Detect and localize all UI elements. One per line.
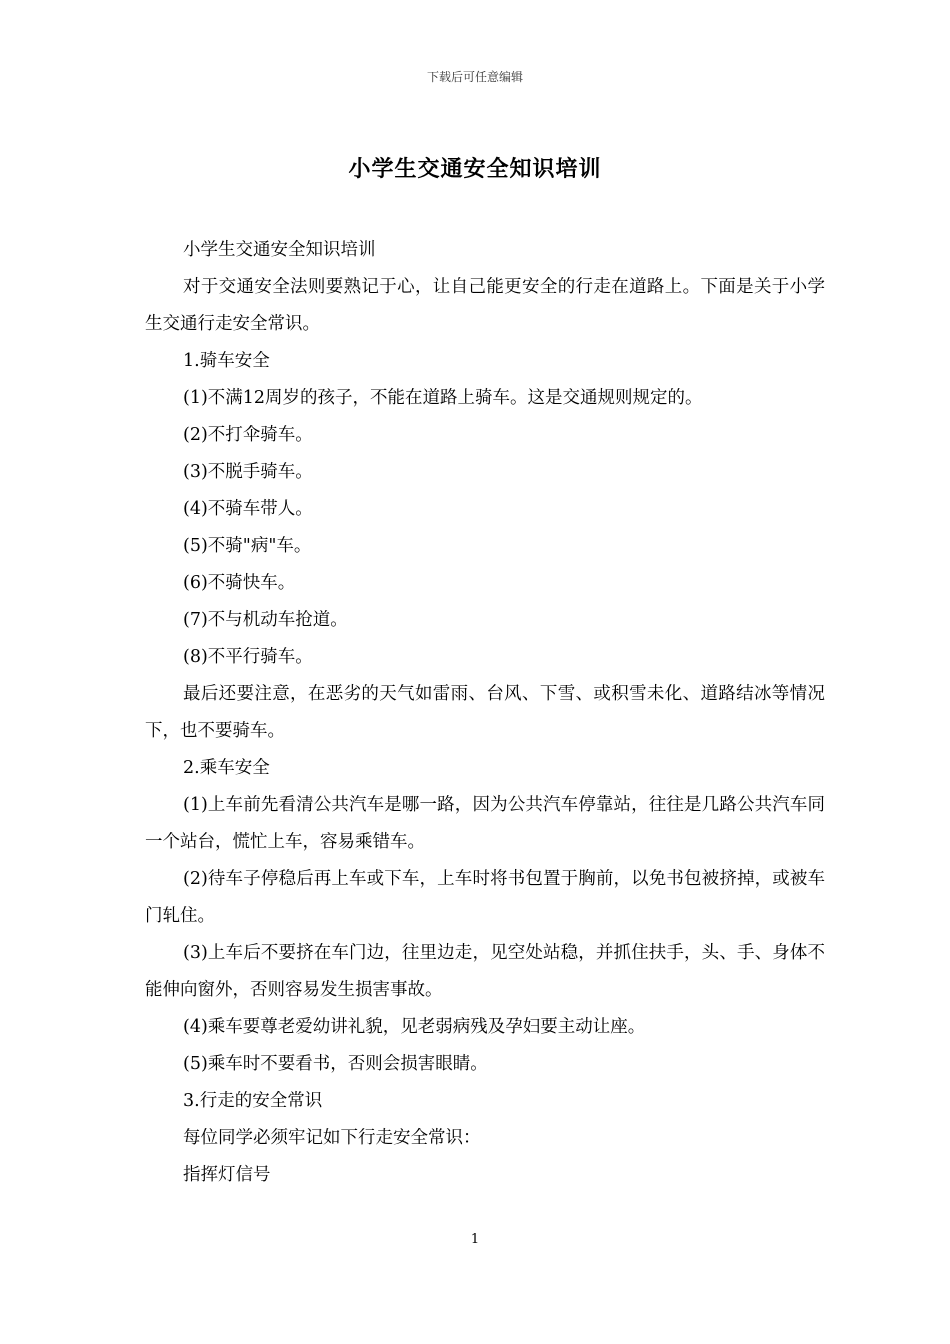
list-item: (1)不满12周岁的孩子，不能在道路上骑车。这是交通规则规定的。 — [183, 388, 703, 408]
paragraph: 最后还要注意，在恶劣的天气如雷雨、台风、下雪、或积雪未化、道路结冰等情况下，也不要骑车。 — [145, 684, 825, 741]
header-note: 下载后可任意编辑 — [426, 70, 523, 84]
document-title: 小学生交通安全知识培训 — [348, 156, 602, 182]
list-item: (3)不脱手骑车。 — [183, 462, 313, 482]
section-heading: 3.行走的安全常识 — [183, 1091, 323, 1111]
list-item: (5)不骑"病"车。 — [183, 536, 312, 556]
list-item: (7)不与机动车抢道。 — [183, 610, 348, 630]
paragraph: 每位同学必须牢记如下行走安全常识： — [183, 1128, 481, 1148]
list-item: (2)待车子停稳后再上车或下车，上车时将书包置于胸前，以免书包被挤掉，或被车门轧住。 — [145, 869, 825, 926]
list-item: (3)上车后不要挤在车门边，往里边走，见空处站稳，并抓住扶手，头、手、身体不能伸向窗外，否则容易发生损害事故。 — [145, 943, 825, 1000]
document-body — [145, 232, 825, 1194]
paragraph: 指挥灯信号 — [183, 1165, 271, 1185]
list-item: (5)乘车时不要看书，否则会损害眼睛。 — [183, 1054, 488, 1074]
section-heading: 2.乘车安全 — [183, 758, 270, 778]
paragraph: 小学生交通安全知识培训 — [183, 240, 376, 260]
list-item: (4)不骑车带人。 — [183, 499, 313, 519]
list-item: (1)上车前先看清公共汽车是哪一路，因为公共汽车停靠站，往往是几路公共汽车同一个站台，慌忙上车，容易乘错车。 — [145, 795, 825, 852]
paragraph: 对于交通安全法则要熟记于心，让自己能更安全的行走在道路上。下面是关于小学生交通行走安全常识。 — [145, 277, 825, 334]
list-item: (8)不平行骑车。 — [183, 647, 313, 667]
page-number: 1 — [470, 1232, 480, 1247]
list-item: (4)乘车要尊老爱幼讲礼貌，见老弱病残及孕妇要主动让座。 — [183, 1017, 646, 1037]
section-heading: 1.骑车安全 — [183, 351, 270, 371]
list-item: (2)不打伞骑车。 — [183, 425, 313, 445]
list-item: (6)不骑快车。 — [183, 573, 296, 593]
